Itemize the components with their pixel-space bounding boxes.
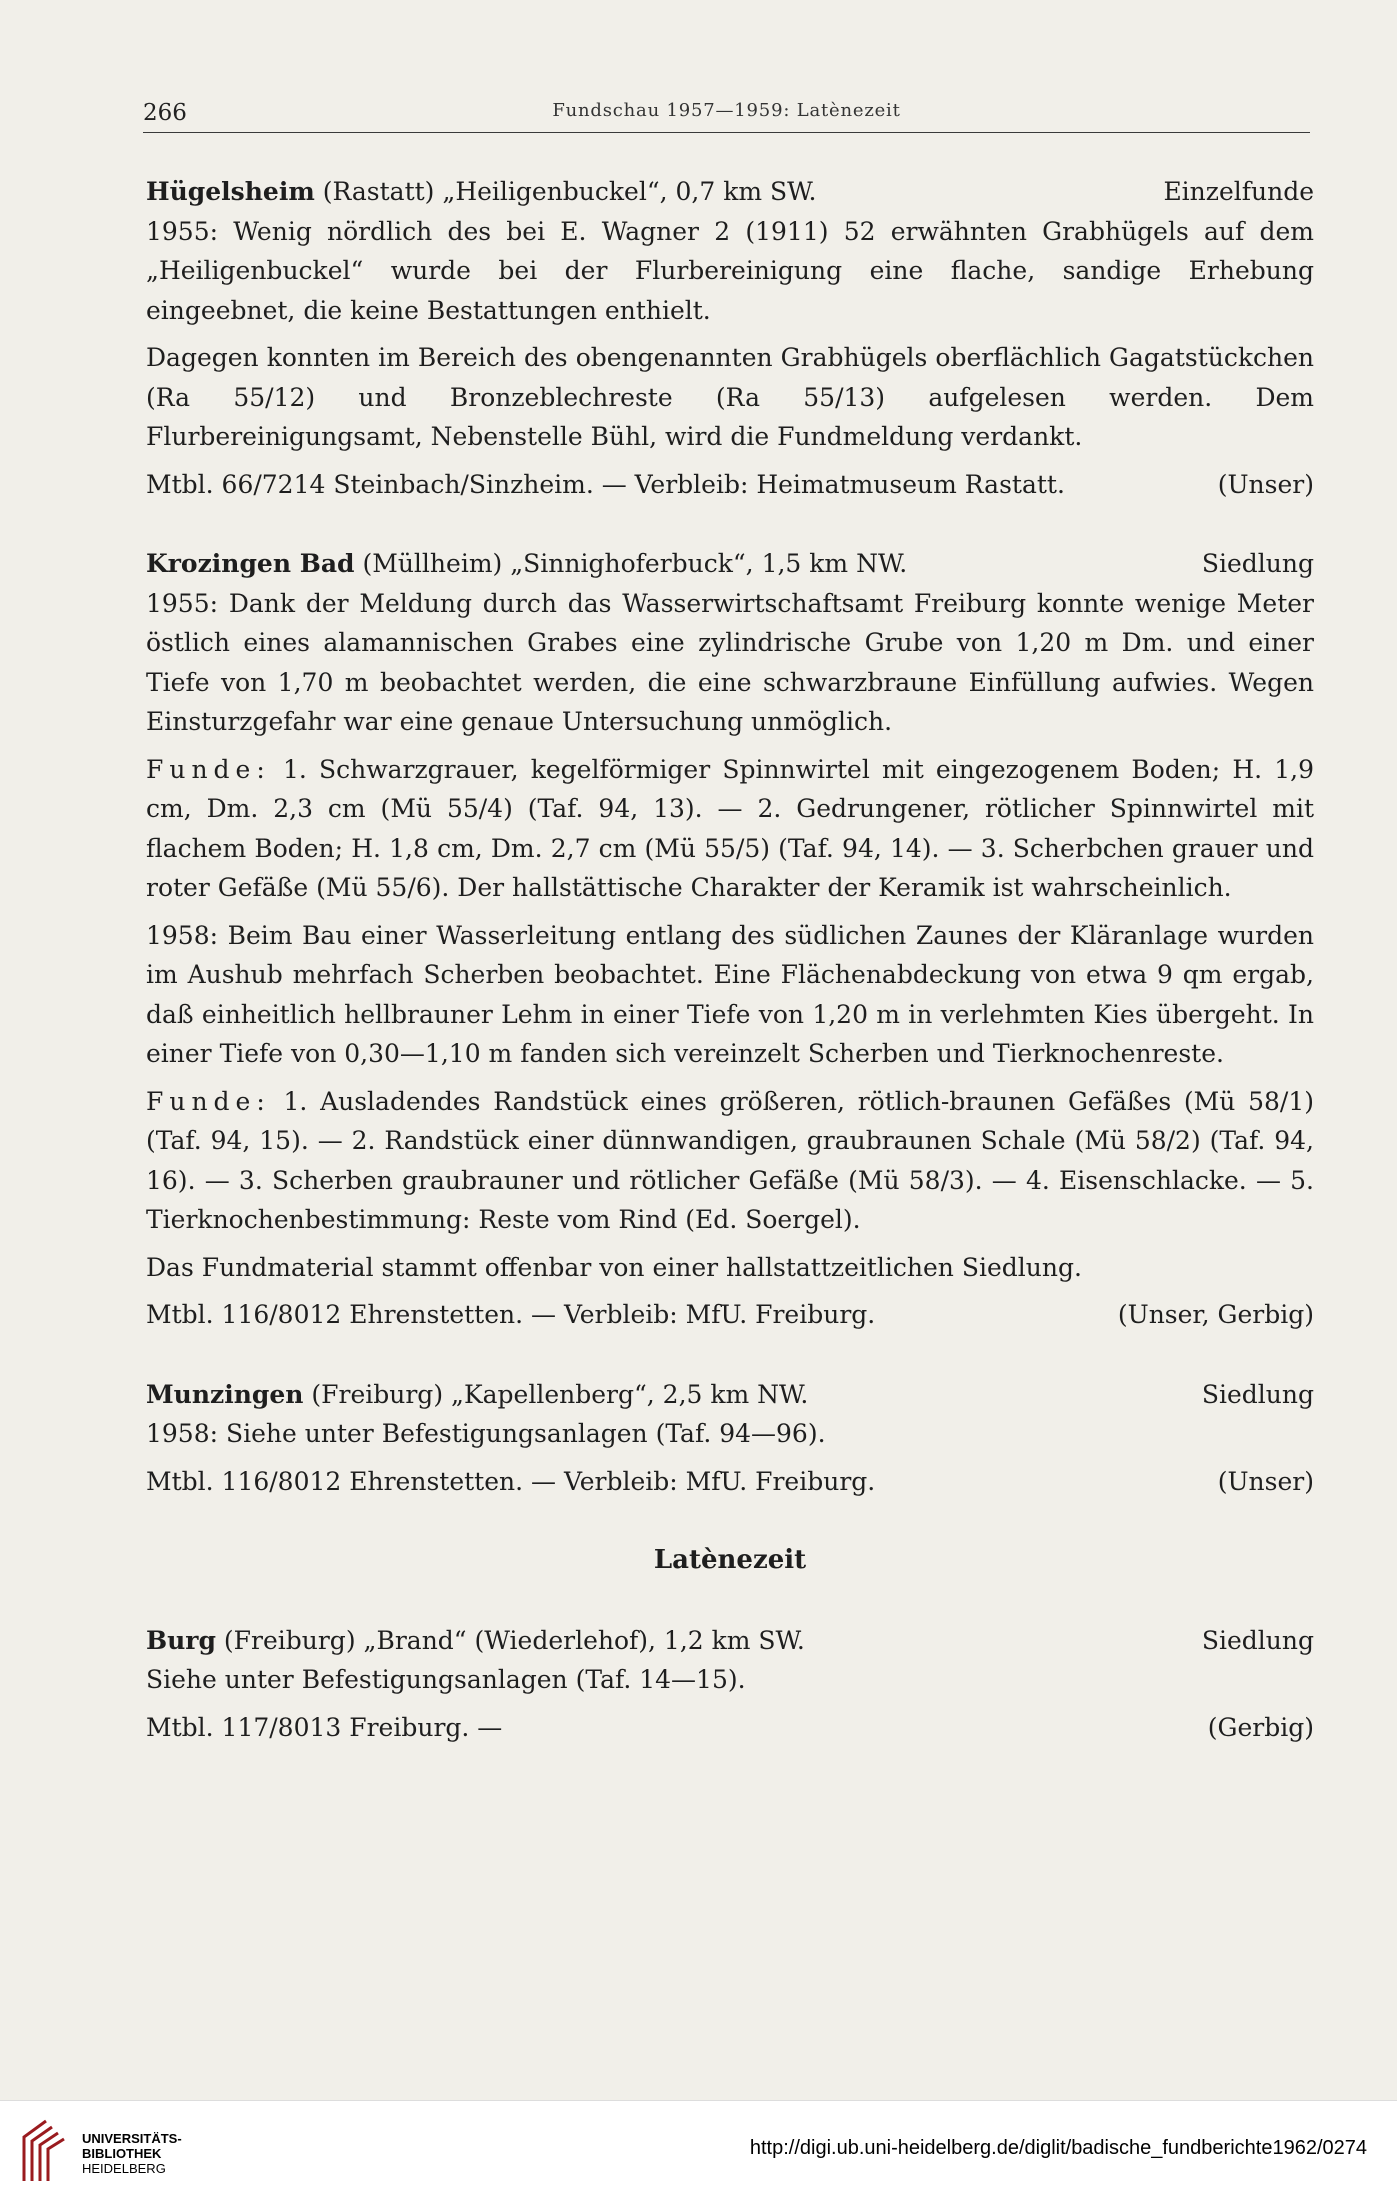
- library-logo-icon: [18, 2115, 74, 2187]
- page-body: [146, 172, 1314, 1747]
- site-name: Hügelsheim: [146, 177, 315, 206]
- finds-text: 1. Ausladendes Randstück eines größeren, rötlich-braunen Gefäßes (Mü 58/1) (Taf. 94, 15). — 2. Randstück einer dünnwandigen, graubraunen Schale (Mü 58/2) (Taf. 94, 16). — 3. Scherben graubrauner und rötlicher Gefäße (Mü 58/3). — 4. Eisenschlacke. — 5. Tierknochenbestimmung: Reste vom Rind (Ed. Soergel).: [146, 1086, 1314, 1234]
- site-location: (Freiburg) „Kapellenberg“, 2,5 km NW.: [303, 1379, 809, 1409]
- institution-line: HEIDELBERG: [82, 2161, 166, 2176]
- paragraph: 1958: Beim Bau einer Wasserleitung entlang des südlichen Zaunes der Kläranlage wurden im Aushub mehrfach Scherben beobachtet. Eine Flächenabdeckung von etwa 9 qm ergab, daß einheitlich hellbrauner Lehm in einer Tiefe von 1,20 m in verlehmten Kies übergeht. In einer Tiefe von 0,30—1,10 m fanden sich vereinzelt Scherben und Tierknochenreste.: [146, 920, 1314, 1068]
- paragraph: 1955: Wenig nördlich des bei E. Wagner 2 (1911) 52 erwähnten Grabhügels auf dem „Heiligenbuckel“ wurde bei der Flurbereinigung eine flache, sandige Erhebung eingeebnet, die keine Bestattungen enthielt.: [146, 216, 1314, 325]
- entry-heading: [146, 544, 1314, 584]
- source-url-link[interactable]: http://digi.ub.uni-heidelberg.de/diglit/badische_fundberichte1962/0274: [749, 2137, 1367, 2159]
- finds-text: 1. Schwarzgrauer, kegelförmiger Spinnwirtel mit eingezogenem Boden; H. 1,9 cm, Dm. 2,3 cm (Mü 55/4) (Taf. 94, 13). — 2. Gedrungener, rötlicher Spinnwirtel mit flachem Boden; H. 1,8 cm, Dm. 2,7 cm (Mü 55/5) (Taf. 94, 14). — 3. Scherbchen grauer und roter Gefäße (Mü 55/6). Der hallstättische Charakter der Keramik ist wahrscheinlich.: [146, 754, 1314, 902]
- site-name: Krozingen Bad: [146, 549, 355, 578]
- paragraph: 1955: Dank der Meldung durch das Wasserwirtschaftsamt Freiburg konnte wenige Meter östlich eines alamannischen Grabes eine zylindrische Grube von 1,20 m Dm. und einer Tiefe von 1,70 m beobachtet werden, die eine schwarzbraune Einfüllung aufwies. Wegen Einsturzgefahr war eine genaue Untersuchung unmöglich.: [146, 588, 1314, 736]
- author-credit: (Unser, Gerbig): [1117, 1300, 1314, 1329]
- map-sheet: Mtbl. 116/8012 Ehrenstetten. — Verbleib: MfU. Freiburg.: [146, 1466, 876, 1496]
- author-credit: (Unser): [1217, 1466, 1314, 1496]
- page-number: 266: [143, 100, 187, 126]
- finds-label: Funde:: [146, 754, 271, 784]
- map-sheet: Mtbl. 66/7214 Steinbach/Sinzheim. — Verbleib: Heimatmuseum Rastatt.: [146, 469, 1065, 499]
- entry-heading: [146, 1621, 1314, 1661]
- map-sheet-line: [146, 1462, 1314, 1502]
- find-type: Siedlung: [1201, 549, 1314, 578]
- author-credit: (Unser): [1217, 469, 1314, 499]
- site-name: Munzingen: [146, 1379, 304, 1409]
- digitization-footer: [0, 2100, 1397, 2203]
- find-type: Einzelfunde: [1163, 177, 1314, 206]
- finds-label: Funde:: [146, 1086, 271, 1116]
- institution-line: UNIVERSITÄTS-: [82, 2131, 182, 2146]
- find-type: Siedlung: [1201, 1625, 1314, 1655]
- entry-heading: [146, 172, 1314, 212]
- finds-paragraph: [146, 750, 1314, 908]
- site-location: (Rastatt) „Heiligenbuckel“, 0,7 km SW.: [314, 177, 817, 206]
- map-sheet-line: [146, 1295, 1314, 1335]
- map-sheet-line: [146, 1708, 1314, 1748]
- find-type: Siedlung: [1201, 1379, 1314, 1409]
- site-location: (Müllheim) „Sinnighoferbuck“, 1,5 km NW.: [354, 549, 908, 578]
- finds-paragraph: [146, 1082, 1314, 1240]
- institution-name: [82, 2131, 182, 2176]
- institution-line: BIBLIOTHEK: [82, 2146, 162, 2161]
- section-title: Latènezeit: [653, 1545, 807, 1575]
- map-sheet-line: [146, 465, 1314, 505]
- author-credit: (Gerbig): [1207, 1712, 1314, 1742]
- map-sheet: Mtbl. 117/8013 Freiburg. —: [146, 1712, 503, 1742]
- running-title: Fundschau 1957—1959: Latènezeit: [552, 100, 901, 121]
- paragraph: Dagegen konnten im Bereich des obengenannten Grabhügels oberflächlich Gagatstückchen (Ra 55/12) und Bronzeblechreste (Ra 55/13) aufgelesen werden. Dem Flurbereinigungsamt, Nebenstelle Bühl, wird die Fundmeldung verdankt.: [146, 343, 1314, 451]
- site-location: (Freiburg) „Brand“ (Wiederlehof), 1,2 km SW.: [215, 1625, 805, 1655]
- entry-heading: [146, 1375, 1314, 1415]
- paragraph: Siehe unter Befestigungsanlagen (Taf. 14—15).: [146, 1665, 746, 1694]
- running-header: [143, 96, 1310, 133]
- paragraph: 1958: Siehe unter Befestigungsanlagen (Taf. 94—96).: [146, 1419, 826, 1448]
- map-sheet: Mtbl. 116/8012 Ehrenstetten. — Verbleib: MfU. Freiburg.: [146, 1300, 876, 1329]
- paragraph: Das Fundmaterial stammt offenbar von einer hallstattzeitlichen Siedlung.: [146, 1252, 1082, 1282]
- site-name: Burg: [146, 1625, 216, 1655]
